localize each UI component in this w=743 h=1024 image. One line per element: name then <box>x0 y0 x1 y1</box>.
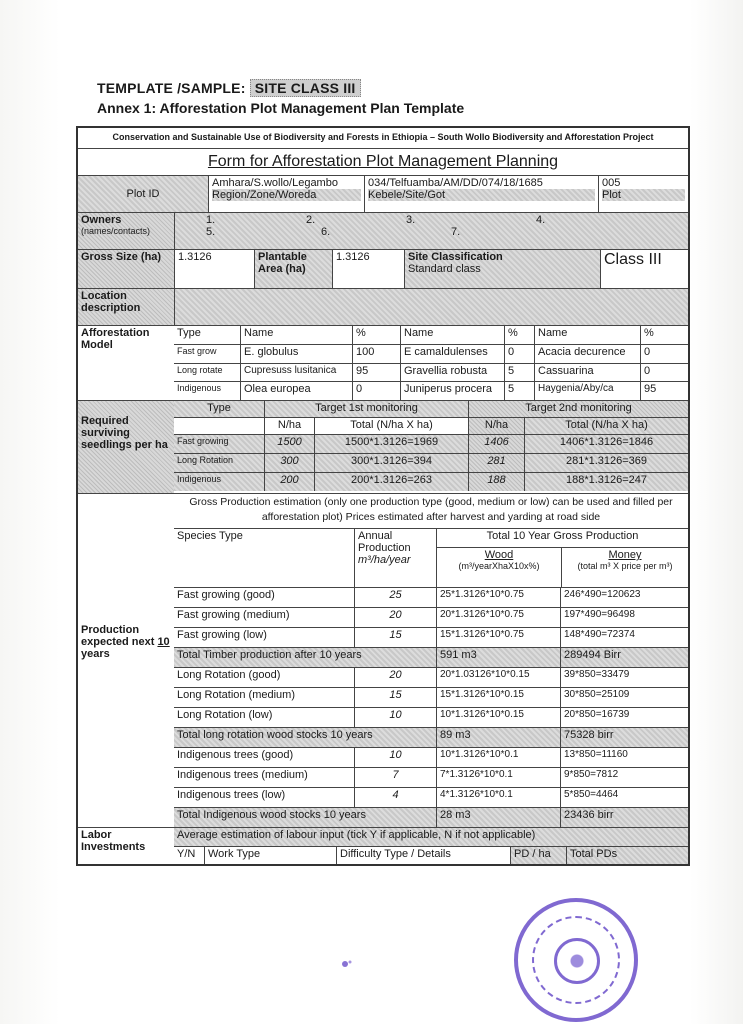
model-row-long <box>174 363 688 382</box>
prod-wood[interactable]: 20*1.3126*10*0.75 <box>436 608 560 627</box>
owner-3: 3. <box>406 214 416 226</box>
total-production-title-row <box>437 529 688 547</box>
total-header-2: Total (N/ha X ha) <box>524 418 688 434</box>
labor-h-yn: Y/N <box>177 848 196 860</box>
plot-id-label: Plot ID <box>78 176 208 212</box>
model-type: Fast grow <box>177 345 217 356</box>
model-h-pct2: % <box>504 326 534 344</box>
prod-wood[interactable]: 25*1.3126*10*0.75 <box>436 588 560 607</box>
prod-wood[interactable]: 7*1.3126*10*0.1 <box>436 768 560 787</box>
kebele-cell <box>364 176 598 212</box>
site-class-label: Site Classification <box>408 251 503 263</box>
owner-6: 6. <box>321 226 331 238</box>
annual-label: Annual Production <box>358 530 411 554</box>
target2-header: Target 2nd monitoring <box>468 401 688 417</box>
template-prefix: TEMPLATE /SAMPLE: <box>97 80 246 96</box>
model-h-name1: Name <box>240 326 352 344</box>
location-label: Location description <box>78 289 174 325</box>
region-value[interactable]: Amhara/S.wollo/Legambo <box>212 177 338 189</box>
seedlings-type-header: Type <box>174 401 264 417</box>
prod-row <box>174 607 688 627</box>
labor-label: Labor Investments <box>81 829 146 853</box>
total-long-wood[interactable]: 89 m3 <box>436 728 560 747</box>
prod-annual[interactable]: 20 <box>354 668 436 687</box>
labor-table <box>174 828 688 864</box>
seedlings-total[interactable]: 281*1.3126=369 <box>524 454 688 472</box>
model-pct[interactable]: 0 <box>640 345 688 363</box>
stamp-emblem <box>554 938 600 984</box>
project-name: Conservation and Sustainable Use of Biodiversity and Forests in Ethiopia – South Wollo Biodiversity and Afforestation Project <box>112 132 654 142</box>
site-class-sublabel: Standard class <box>408 263 481 275</box>
total-long-money[interactable]: 75328 birr <box>560 728 688 747</box>
prod-row <box>174 587 688 607</box>
plantable-label: Plantable Area (ha) <box>254 250 332 288</box>
prod-annual[interactable]: 15 <box>354 628 436 647</box>
owner-2: 2. <box>306 214 316 226</box>
seedlings-nha[interactable]: 300 <box>264 454 314 472</box>
owners-sublabel: (names/contacts) <box>81 226 151 236</box>
prod-wood[interactable]: 20*1.03126*10*0.15 <box>436 668 560 687</box>
prod-money[interactable]: 148*490=72374 <box>560 628 688 647</box>
annual-header <box>354 529 436 587</box>
seedlings-header2 <box>174 417 688 434</box>
prod-money[interactable]: 5*850=4464 <box>560 788 688 807</box>
prod-wood[interactable]: 15*1.3126*10*0.75 <box>436 628 560 647</box>
seedlings-row-indig <box>174 472 688 491</box>
model-row-fast <box>174 344 688 363</box>
seedlings-blank <box>174 418 264 434</box>
plot-id-row <box>78 175 688 212</box>
model-pct[interactable]: 5 <box>504 382 534 400</box>
prod-species: Long Rotation (low) <box>177 709 273 721</box>
prod-species: Fast growing (low) <box>177 629 267 641</box>
prod-species: Fast growing (medium) <box>177 609 290 621</box>
owners-values[interactable] <box>174 213 688 249</box>
seedlings-label: Required surviving seedlings per ha <box>78 401 174 493</box>
plot-caption: Plot <box>602 189 685 201</box>
prod-annual[interactable]: 7 <box>354 768 436 787</box>
prod-annual[interactable]: 25 <box>354 588 436 607</box>
project-row <box>78 128 688 148</box>
prod-annual[interactable]: 10 <box>354 748 436 767</box>
model-name[interactable]: E. globulus <box>240 345 352 363</box>
seedlings-row <box>78 400 688 493</box>
owner-4: 4. <box>536 214 546 226</box>
prod-annual[interactable]: 20 <box>354 608 436 627</box>
model-pct[interactable]: 95 <box>352 364 400 382</box>
model-name[interactable]: Acacia decurence <box>534 345 640 363</box>
plot-cell <box>598 176 688 212</box>
prod-money[interactable]: 30*850=25109 <box>560 688 688 707</box>
prod-row <box>174 787 688 807</box>
model-table <box>174 326 688 400</box>
prod-money[interactable]: 9*850=7812 <box>560 768 688 787</box>
total-indig-row <box>174 807 688 827</box>
production-label-num: 10 <box>157 636 170 648</box>
owners-row1 <box>178 214 685 226</box>
ink-smudge <box>340 958 354 970</box>
wood-header <box>437 548 561 587</box>
production-row <box>78 493 688 827</box>
prod-species: Indigenous trees (good) <box>177 749 294 761</box>
seedlings-nha[interactable]: 200 <box>264 473 314 491</box>
prod-row <box>174 747 688 767</box>
wood-label: Wood <box>484 549 514 561</box>
wood-money-header-row <box>437 547 688 587</box>
seedlings-total[interactable]: 188*1.3126=247 <box>524 473 688 491</box>
total-timber-money[interactable]: 289494 Birr <box>560 648 688 667</box>
plot-value[interactable]: 005 <box>602 177 621 189</box>
seedlings-table <box>174 401 688 493</box>
prod-species: Long Rotation (good) <box>177 669 281 681</box>
model-row-indig <box>174 381 688 400</box>
plantable-value[interactable]: 1.3126 <box>332 250 404 288</box>
plot-management-form <box>76 126 690 866</box>
total-timber-label: Total Timber production after 10 years <box>174 648 436 667</box>
site-class-cell <box>404 250 600 288</box>
owners-row2 <box>178 226 685 238</box>
gross-size-value[interactable]: 1.3126 <box>174 250 254 288</box>
model-header <box>174 326 688 344</box>
production-note: Gross Production estimation (only one production type (good, medium or low) can be used and filled per afforestation plot) Prices estimated after harvest and yarding at road side <box>189 496 673 523</box>
model-name[interactable]: E camaldulenses <box>400 345 504 363</box>
region-cell <box>208 176 364 212</box>
owners-label-cell <box>78 213 174 249</box>
seedlings-row-long <box>174 453 688 472</box>
prod-species: Long Rotation (medium) <box>177 689 296 701</box>
location-row <box>78 288 688 325</box>
model-pct[interactable]: 100 <box>352 345 400 363</box>
prod-annual[interactable]: 15 <box>354 688 436 707</box>
target1-header: Target 1st monitoring <box>264 401 468 417</box>
model-h-name2: Name <box>400 326 504 344</box>
nha-header-1: N/ha <box>264 418 314 434</box>
prod-money[interactable]: 197*490=96498 <box>560 608 688 627</box>
prod-wood[interactable]: 10*1.3126*10*0.15 <box>436 708 560 727</box>
seedlings-total[interactable]: 200*1.3126=263 <box>314 473 468 491</box>
model-type: Indigenous <box>177 383 222 394</box>
labor-header-row <box>174 846 688 864</box>
model-pct[interactable]: 95 <box>640 382 688 400</box>
total-long-label: Total long rotation wood stocks 10 years <box>174 728 436 747</box>
prod-row <box>174 627 688 647</box>
model-h-type: Type <box>177 327 201 339</box>
prod-annual[interactable]: 10 <box>354 708 436 727</box>
location-value[interactable] <box>174 289 688 325</box>
total-production-header <box>436 529 688 587</box>
production-label-cell <box>78 494 174 827</box>
template-title <box>97 80 361 96</box>
kebele-caption: Kebele/Site/Got <box>368 189 595 201</box>
model-pct[interactable]: 0 <box>640 364 688 382</box>
model-name[interactable]: Haygenia/Aby/ca <box>534 382 640 400</box>
production-table <box>174 494 688 827</box>
seedlings-type: Indigenous <box>174 473 264 491</box>
seedlings-total[interactable]: 300*1.3126=394 <box>314 454 468 472</box>
total-indig-wood[interactable]: 28 m3 <box>436 808 560 827</box>
prod-species: Fast growing (good) <box>177 589 275 601</box>
model-h-pct3: % <box>640 326 688 344</box>
region-caption: Region/Zone/Woreda <box>212 189 361 201</box>
wood-unit: (m³/yearXhaX10x%) <box>458 561 540 571</box>
labor-row <box>78 827 688 864</box>
prod-species: Indigenous trees (medium) <box>177 769 308 781</box>
labor-h-totalpds: Total PDs <box>566 847 688 864</box>
prod-row <box>174 707 688 727</box>
model-pct[interactable]: 5 <box>504 364 534 382</box>
prod-wood[interactable]: 10*1.3126*10*0.1 <box>436 748 560 767</box>
money-header <box>561 548 688 587</box>
model-type: Long rotate <box>177 364 223 375</box>
labor-h-worktype: Work Type <box>204 847 336 864</box>
total-production-title: Total 10 Year Gross Production <box>486 530 639 542</box>
prod-money[interactable]: 39*850=33479 <box>560 668 688 687</box>
prod-wood[interactable]: 4*1.3126*10*0.1 <box>436 788 560 807</box>
prod-row <box>174 667 688 687</box>
model-h-pct1: % <box>352 326 400 344</box>
model-pct[interactable]: 0 <box>352 382 400 400</box>
labor-h-pdha: PD / ha <box>510 847 566 864</box>
labor-h-difficulty: Difficulty Type / Details <box>336 847 510 864</box>
owners-row <box>78 212 688 249</box>
model-h-name3: Name <box>534 326 640 344</box>
production-label-tail: years <box>81 648 110 660</box>
seedlings-header1 <box>174 401 688 417</box>
species-type-header: Species Type <box>177 530 243 542</box>
model-name[interactable]: Cassuarina <box>534 364 640 382</box>
prod-row <box>174 767 688 787</box>
seedlings-total[interactable]: 1500*1.3126=1969 <box>314 435 468 453</box>
production-label: Production expected next <box>81 624 155 648</box>
seedlings-nha[interactable]: 188 <box>468 473 524 491</box>
model-row <box>78 325 688 400</box>
seedlings-nha[interactable]: 1406 <box>468 435 524 453</box>
money-unit: (total m³ X price per m³) <box>577 561 673 571</box>
money-label: Money <box>608 549 642 561</box>
total-indig-money[interactable]: 23436 birr <box>560 808 688 827</box>
annex-title: Annex 1: Afforestation Plot Management Plan Template <box>97 100 465 116</box>
prod-money[interactable]: 20*850=16739 <box>560 708 688 727</box>
size-row <box>78 249 688 288</box>
site-class-tag: SITE CLASS III <box>250 79 361 97</box>
model-label: Afforestation Model <box>81 327 150 351</box>
gross-size-label: Gross Size (ha) <box>78 250 174 288</box>
total-header-1: Total (N/ha X ha) <box>314 418 468 434</box>
production-note-row <box>174 494 688 528</box>
seedlings-nha[interactable]: 1500 <box>264 435 314 453</box>
model-name[interactable]: Olea europea <box>240 382 352 400</box>
owner-5: 5. <box>206 226 216 238</box>
annual-unit: m³/ha/year <box>358 554 411 566</box>
total-timber-wood[interactable]: 591 m3 <box>436 648 560 667</box>
prod-money[interactable]: 13*850=11160 <box>560 748 688 767</box>
seedlings-nha[interactable]: 281 <box>468 454 524 472</box>
prod-annual[interactable]: 4 <box>354 788 436 807</box>
seedlings-type: Long Rotation <box>174 454 264 472</box>
form-title-row <box>78 148 688 175</box>
labor-note: Average estimation of labour input (tick Y if applicable, N if not applicable) <box>174 828 688 846</box>
model-pct[interactable]: 0 <box>504 345 534 363</box>
total-timber-row <box>174 647 688 667</box>
official-stamp <box>514 898 638 1022</box>
kebele-value[interactable]: 034/Telfuamba/AM/DD/074/18/1685 <box>368 177 543 189</box>
prod-species: Indigenous trees (low) <box>177 789 286 801</box>
seedlings-type: Fast growing <box>174 435 264 453</box>
owners-label: Owners <box>81 214 122 226</box>
total-indig-label: Total Indigenous wood stocks 10 years <box>174 808 436 827</box>
seedlings-row-fast <box>174 434 688 453</box>
model-name[interactable]: Juniperus procera <box>400 382 504 400</box>
prod-wood[interactable]: 15*1.3126*10*0.15 <box>436 688 560 707</box>
form-title: Form for Afforestation Plot Management Planning <box>207 153 559 170</box>
prod-row <box>174 687 688 707</box>
total-long-row <box>174 727 688 747</box>
owner-1: 1. <box>206 214 216 226</box>
production-header <box>174 528 688 587</box>
labor-note-row <box>174 828 688 846</box>
model-name[interactable]: Gravellia robusta <box>400 364 504 382</box>
prod-money[interactable]: 246*490=120623 <box>560 588 688 607</box>
nha-header-2: N/ha <box>468 418 524 434</box>
model-name[interactable]: Cupresuss lusitanica <box>240 364 352 382</box>
seedlings-total[interactable]: 1406*1.3126=1846 <box>524 435 688 453</box>
owner-7: 7. <box>451 226 461 238</box>
site-class-value[interactable]: Class III <box>600 250 688 288</box>
